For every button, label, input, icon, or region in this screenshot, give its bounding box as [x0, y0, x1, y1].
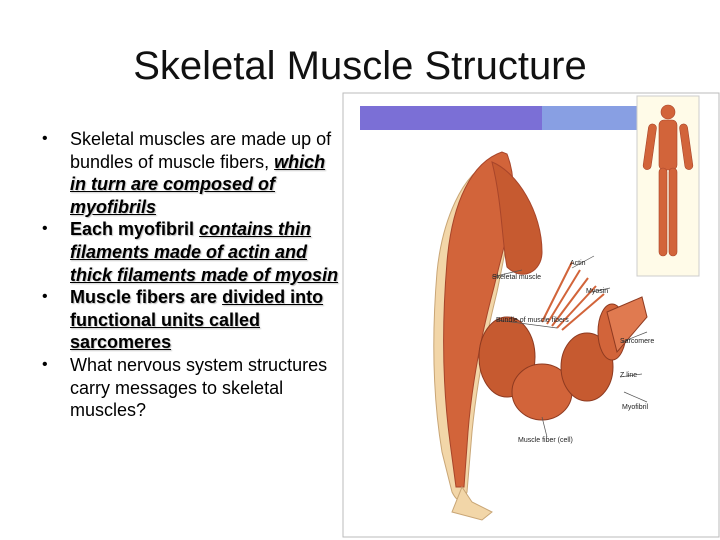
label-myofibril: Myofibril	[622, 404, 649, 411]
bullet-emphasis: divided into functional units called sarcomeres	[70, 287, 324, 353]
bullet-emphasis: which in turn are composed of myofibrils	[70, 151, 326, 217]
bullet-dot: •	[42, 355, 48, 373]
slide-title: Skeletal Muscle Structure	[133, 44, 587, 88]
bullet-dot: •	[42, 288, 48, 306]
muscle-illustration-svg	[342, 92, 720, 538]
label-actin: Actin	[570, 260, 586, 267]
bullet-text: What nervous system structures carry messages to skeletal muscles?	[70, 354, 328, 421]
bullet-text: Each myofibril	[70, 219, 200, 240]
bullet-text: Muscle fibers are	[70, 287, 223, 308]
figure-header-gradient	[542, 106, 640, 130]
label-muscle-fiber: Muscle fiber (cell)	[518, 437, 573, 444]
bullet-dot: •	[42, 130, 48, 147]
bullet-item	[30, 286, 342, 354]
bullet-emphasis: contains thin filaments made of actin and thick filaments made of myosin	[70, 219, 339, 285]
bullet-text: Skeletal muscles are made up of bundles of muscle fibers,	[70, 129, 332, 172]
label-sarcomere: Sarcomere	[620, 338, 655, 345]
label-z-line: Z line	[620, 372, 638, 379]
bullet-item	[30, 354, 342, 422]
bullet-item	[30, 128, 342, 218]
bullet-list	[30, 128, 342, 422]
muscle-illustration	[342, 92, 720, 538]
label-bundle-fibers: Bundle of muscle fibers	[496, 317, 569, 324]
bullet-item	[30, 218, 342, 286]
bullet-dot: •	[42, 220, 48, 238]
label-myosin: Myosin	[586, 288, 609, 295]
label-skeletal-muscle: Skeletal muscle	[492, 274, 542, 281]
